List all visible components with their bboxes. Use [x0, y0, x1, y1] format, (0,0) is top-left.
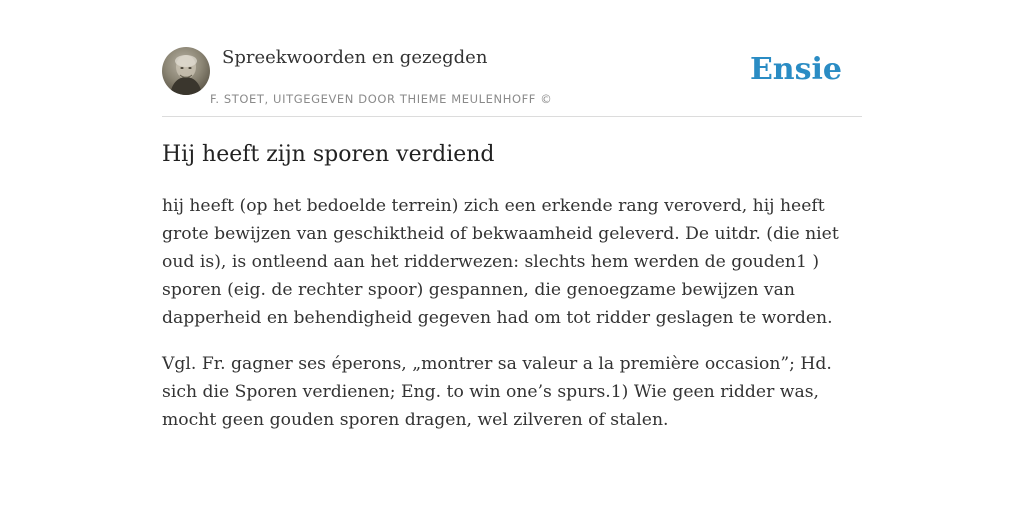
entry-paragraph: hij heeft (op het bedoelde terrein) zich een erkende rang veroverd, hij heeft grote bewijzen van geschiktheid of bekwaamheid geleverd. De uitdr. (die niet oud is), is ontleend aan het ridderwezen: slechts hem werden de gouden1 ) sporen (eig. de rechter spoor) gespannen, die genoegzame bewijzen van dapperheid en behendigheid gegeven had om tot ridder geslagen te worden. [162, 196, 839, 328]
source-credit: F. STOET, UITGEGEVEN DOOR THIEME MEULENHOFF © [210, 92, 553, 106]
source-header [162, 46, 862, 117]
author-avatar[interactable] [162, 47, 210, 95]
entry-paragraph: Vgl. Fr. gagner ses éperons, „montrer sa valeur a la première occasion”; Hd. sich die Sporen verdienen; Eng. to win one’s spurs.1) Wie geen ridder was, mocht geen gouden sporen dragen, wel zilveren of stalen. [162, 354, 832, 430]
portrait-icon [162, 47, 210, 95]
brand-logo[interactable]: Ensie [749, 52, 842, 87]
entry-title: Hij heeft zijn sporen verdiend [162, 142, 495, 167]
source-title[interactable]: Spreekwoorden en gezegden [222, 47, 488, 68]
entry-body [162, 192, 862, 452]
